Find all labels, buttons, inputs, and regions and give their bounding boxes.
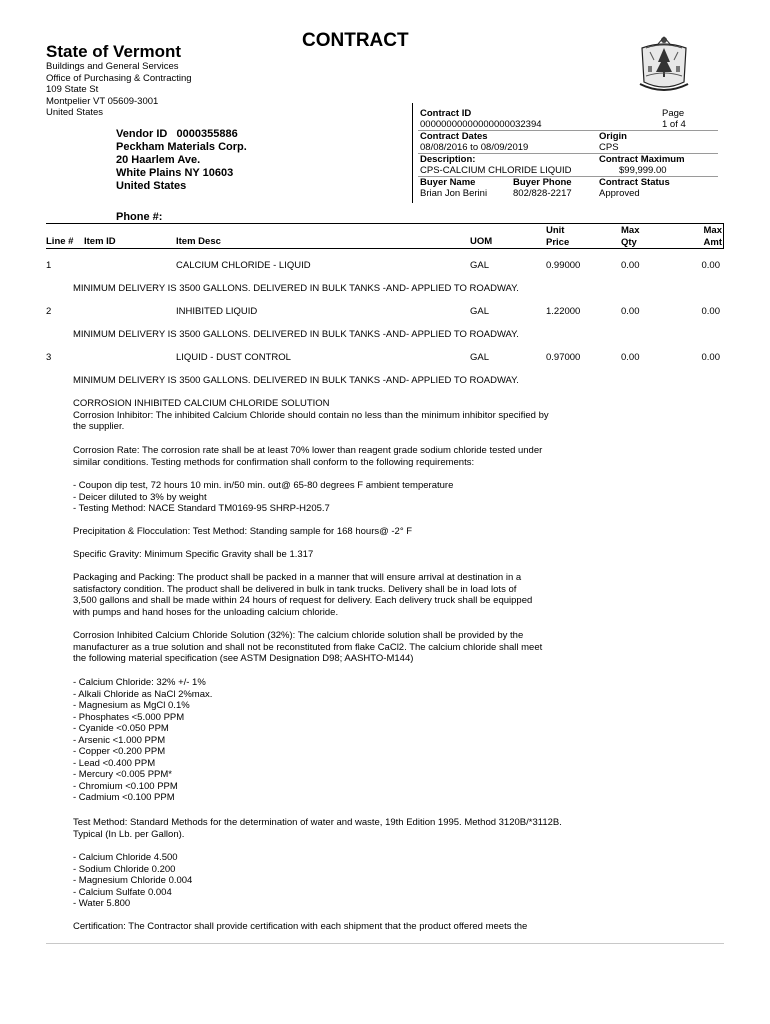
list-item: - Magnesium Chloride 0.004: [73, 875, 193, 886]
row-item-desc: CALCIUM CHLORIDE - LIQUID: [176, 260, 311, 271]
row-line-number: 3: [46, 352, 52, 363]
contract-maximum-label: Contract Maximum: [599, 154, 685, 165]
row-note: MINIMUM DELIVERY IS 3500 GALLONS. DELIVERED IN BULK TANKS -AND- APPLIED TO ROADWAY.: [73, 329, 519, 340]
specific-gravity-paragraph: Specific Gravity: Minimum Specific Gravity shall be 1.317: [73, 549, 314, 560]
origin-label: Origin: [599, 131, 627, 142]
row-max-amt: 0.00: [701, 260, 720, 271]
row-uom: GAL: [470, 260, 490, 271]
test-requirements-list: - Coupon dip test, 72 hours 10 min. in/50 min. out@ 65-80 degrees F ambient temperature - Deicer diluted to 3% by weight - Testing Method: NACE Standard TM0169-95 SHRP-H205.7: [73, 480, 454, 514]
contract-status: Approved: [599, 188, 640, 199]
col-max-qty: Max Qty: [621, 225, 640, 248]
issuer-address: Buildings and General Services Office of Purchasing & Contracting 109 State St Montpelier VT 05609-3001 United States: [46, 61, 192, 118]
list-item: - Calcium Sulfate 0.004: [73, 886, 172, 898]
row-note: MINIMUM DELIVERY IS 3500 GALLONS. DELIVERED IN BULK TANKS -AND- APPLIED TO ROADWAY.: [73, 283, 519, 294]
row-note: MINIMUM DELIVERY IS 3500 GALLONS. DELIVERED IN BULK TANKS -AND- APPLIED TO ROADWAY.: [73, 375, 519, 386]
row-max-qty: 0.00: [621, 306, 640, 317]
table-header-top-rule: [46, 223, 724, 224]
contract-dates: 08/08/2016 to 08/09/2019: [420, 142, 529, 153]
test-method-paragraph: Test Method: Standard Methods for the determination of water and waste, 19th Edition 1995. Method 3120B/*3112B. Typical (In Lb. per Gallon).: [73, 817, 562, 840]
list-item: - Mercury <0.005 PPM*: [73, 769, 172, 780]
row-unit-price: 0.99000: [546, 260, 581, 271]
contract-box-border: [412, 103, 413, 203]
list-item: - Calcium Chloride: 32% +/- 1%: [73, 677, 206, 688]
vendor-name: Peckham Materials Corp.: [116, 141, 247, 153]
table-header-bottom-rule: [46, 248, 724, 249]
row-line-number: 1: [46, 260, 52, 271]
row-unit-price: 0.97000: [546, 352, 581, 363]
row-max-amt: 0.00: [701, 352, 720, 363]
precipitation-paragraph: Precipitation & Flocculation: Test Method: Standing sample for 168 hours@ -2° F: [73, 526, 413, 537]
typical-values-list: [73, 852, 192, 910]
buyer-name: Brian Jon Berini: [420, 188, 488, 199]
issuer-name: State of Vermont: [46, 42, 182, 61]
list-item: - Lead <0.400 PPM: [73, 757, 156, 769]
page-number: 1 of 4: [662, 119, 686, 130]
row-line-number: 2: [46, 306, 52, 317]
row-item-desc: INHIBITED LIQUID: [176, 306, 258, 317]
list-item: - Chromium <0.100 PPM: [73, 780, 178, 792]
packaging-paragraph: Packaging and Packing: The product shall be packed in a manner that will ensure arrival at destination in a satisfactory condition. The product shall be delivered in bulk in tank trucks. Delivery shall be in load lots of 3,500 gallons and shall be made within 24 hours of request for delivery. Each delivery truck shall be equipped with pumps and hand hoses for the unloading calcium chloride.: [73, 572, 533, 618]
col-uom: UOM: [470, 236, 493, 247]
vendor-block: [116, 128, 247, 193]
col-item-desc: Item Desc: [176, 236, 221, 247]
corrosion-rate-paragraph: Corrosion Rate: The corrosion rate shall be at least 70% lower than reagent grade sodium chloride tested under similar conditions. Testing methods for confirmation shall conform to the following requirements:: [73, 445, 543, 468]
description-value: CPS-CALCIUM CHLORIDE LIQUID: [420, 165, 572, 176]
col-unit-price: Unit Price: [546, 225, 570, 248]
row-max-amt: 0.00: [701, 306, 720, 317]
col-line-number: Line #: [46, 236, 74, 247]
material-spec-list: [73, 677, 212, 804]
table-header-right-rule: [723, 223, 724, 248]
vendor-phone-label: Phone #:: [116, 211, 163, 223]
contract-id: 00000000000000000032394: [420, 119, 542, 130]
list-item: - Cyanide <0.050 PPM: [73, 723, 169, 734]
contract-status-label: Contract Status: [599, 177, 670, 188]
document-title: CONTRACT: [302, 30, 409, 51]
row-unit-price: 1.22000: [546, 306, 581, 317]
list-item: - Copper <0.200 PPM: [73, 746, 166, 757]
vendor-id-label: Vendor ID: [116, 128, 168, 140]
col-max-amt: Max Amt: [703, 225, 722, 248]
footer-rule: [46, 943, 724, 944]
solution-paragraph: Corrosion Inhibited Calcium Chloride Solution (32%): The calcium chloride solution shall be provided by the manufacturer as a true solution and shall not be reconstituted from flake CaCl2. The calcium chloride shall meet the following material specification (see ASTM Designation D98; AASHTO-M144): [73, 630, 543, 664]
buyer-phone: 802/828-2217: [513, 188, 572, 199]
row-max-qty: 0.00: [621, 352, 640, 363]
origin-value: CPS: [599, 142, 619, 153]
contract-dates-label: Contract Dates: [420, 131, 488, 142]
vermont-seal-icon: [636, 34, 692, 92]
list-item: - Cadmium <0.100 PPM: [73, 792, 175, 803]
list-item: - Phosphates <5.000 PPM: [73, 711, 185, 723]
row-uom: GAL: [470, 352, 490, 363]
list-item: - Calcium Chloride 4.500: [73, 852, 178, 863]
row-max-qty: 0.00: [621, 260, 640, 271]
description-label: Description:: [420, 154, 476, 165]
list-item: - Sodium Chloride 0.200: [73, 863, 176, 875]
certification-paragraph: Certification: The Contractor shall provide certification with each shipment that the product offered meets the: [73, 921, 528, 932]
list-item: - Alkali Chloride as NaCl 2%max.: [73, 688, 213, 700]
row-uom: GAL: [470, 306, 490, 317]
contract-id-label: Contract ID: [420, 108, 472, 119]
page-label: Page: [662, 108, 685, 119]
list-item: - Water 5.800: [73, 898, 131, 909]
col-item-id: Item ID: [84, 236, 116, 247]
vendor-country: United States: [116, 180, 187, 192]
corrosion-inhibitor-paragraph: CORROSION INHIBITED CALCIUM CHLORIDE SOLUTION Corrosion Inhibitor: The inhibited Calcium Chloride should contain no less than the minimum inhibitor specified by the supplier.: [73, 398, 549, 432]
vendor-city: White Plains NY 10603: [116, 167, 234, 179]
row-item-desc: LIQUID - DUST CONTROL: [176, 352, 291, 363]
buyer-name-label: Buyer Name: [420, 177, 476, 188]
list-item: - Magnesium as MgCl 0.1%: [73, 700, 190, 711]
buyer-phone-label: Buyer Phone: [513, 177, 572, 188]
vendor-street: 20 Haarlem Ave.: [116, 154, 201, 166]
list-item: - Arsenic <1.000 PPM: [73, 734, 166, 746]
contract-maximum-value: $99,999.00: [619, 165, 667, 176]
vendor-id: 0000355886: [176, 128, 238, 140]
